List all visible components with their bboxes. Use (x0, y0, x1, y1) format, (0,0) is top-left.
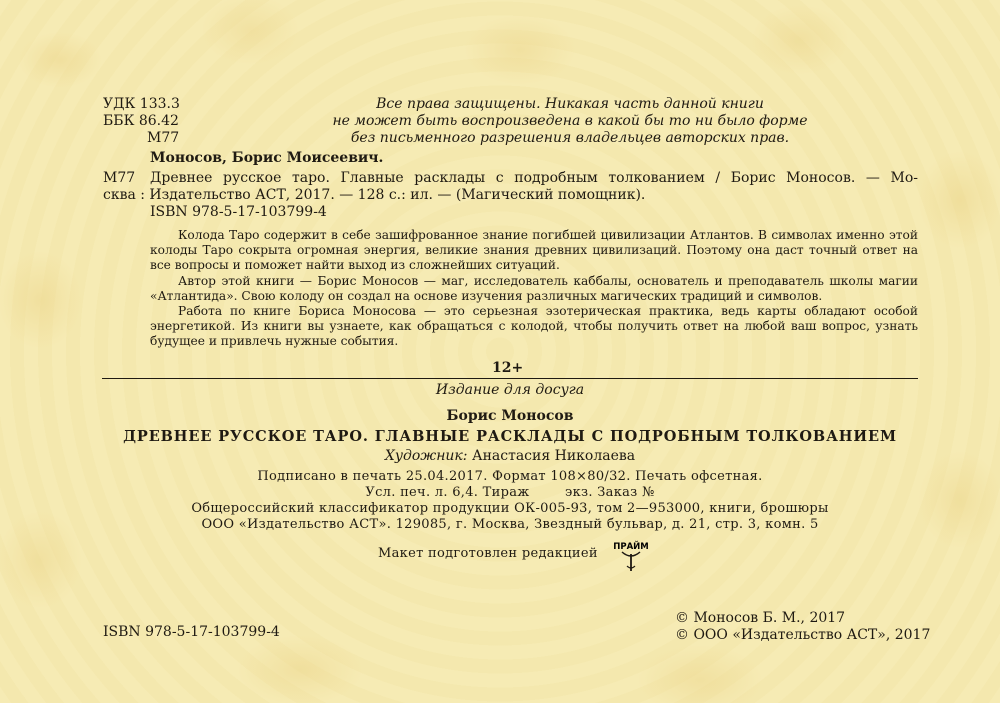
entry-mark: М77 (103, 170, 136, 186)
artist-name: Анастасия Николаева (471, 448, 636, 464)
annotation-paragraph-1: Колода Таро содержит в себе зашифрованное знание погибшей цивилизации Атлантов. В символах именно этой колоды Таро сокрыта огромная энергия, великие знания древних цивилизаций. Поэтому она даст точный ответ на все вопросы и поможет найти выход из сложнейших ситуаций. (150, 228, 918, 273)
age-rating: 12+ (492, 360, 524, 376)
logo-text: ПРАЙМ (613, 542, 649, 552)
rights-line-1: Все права защищены. Никакая часть данной книги (376, 96, 764, 112)
artist-label: Художник: (384, 448, 468, 464)
book-title: ДРЕВНЕЕ РУССКОЕ ТАРО. ГЛАВНЫЕ РАСКЛАДЫ С ПОДРОБНЫМ ТОЛКОВАНИЕМ (123, 428, 897, 445)
imprint-line-1: Подписано в печать 25.04.2017. Формат 108×80/32. Печать офсетная. (257, 469, 763, 484)
annotation-paragraph-3: Работа по книге Бориса Моносова — это серьезная эзотерическая практика, ведь карты обладают особой энергетикой. Из книги вы узнаете, как обращаться с колодой, чтобы получить ответ на любой ваш вопрос, узнать будущее и привлечь нужные события. (150, 304, 918, 349)
annotation (150, 228, 918, 350)
author-heading: Моносов, Борис Моисеевич. (150, 150, 384, 166)
prepared-by: Макет подготовлен редакцией (378, 546, 598, 561)
imprint-line-4: ООО «Издательство АСТ». 129085, г. Москва, Звездный бульвар, д. 21, стр. 3, комн. 5 (201, 517, 819, 532)
classification-codes (103, 96, 180, 147)
copyright-block (675, 610, 930, 644)
edition-type: Издание для досуга (435, 382, 585, 398)
imprint (102, 469, 918, 533)
entry-isbn: ISBN 978-5-17-103799-4 (150, 204, 327, 220)
copyright-publisher: © ООО «Издательство АСТ», 2017 (675, 627, 931, 643)
copyright-author: © Моносов Б. М., 2017 (675, 610, 846, 626)
author-name: Борис Моносов (446, 408, 574, 424)
imprint-line-2: Усл. печ. л. 6,4. Тираж экз. Заказ № (365, 485, 655, 500)
author-mark: М77 (147, 130, 180, 146)
bottom-isbn: ISBN 978-5-17-103799-4 (103, 624, 280, 640)
divider-line (102, 378, 918, 379)
udk-code: УДК 133.3 (103, 96, 180, 112)
imprint-line-3: Общероссийский классификатор продукции ОК-005-93, том 2—953000, книги, брошюры (191, 501, 829, 516)
artist-credit (102, 448, 918, 465)
bbk-code: ББК 86.42 (103, 113, 179, 129)
rights-line-2: не может быть воспроизведена в какой бы то ни было форме (332, 113, 808, 129)
prime-logo (608, 540, 654, 574)
rights-line-3: без письменного разрешения владельцев авторских прав. (350, 130, 790, 146)
entry-line-2: сква : Издательство АСТ, 2017. — 128 с.: ил. — (Магический помощник). (103, 187, 646, 203)
entry-line-1: Древнее русское таро. Главные расклады с подробным толкованием / Борис Моносов. — Мо- (150, 170, 918, 186)
rights-notice (300, 96, 840, 147)
annotation-paragraph-2: Автор этой книги — Борис Моносов — маг, исследователь каббалы, основатель и преподаватель школы магии «Атлантида». Свою колоду он создал на основе изучения различных магических традиций и символов. (150, 273, 918, 303)
prime-logo-graphic (608, 540, 654, 574)
